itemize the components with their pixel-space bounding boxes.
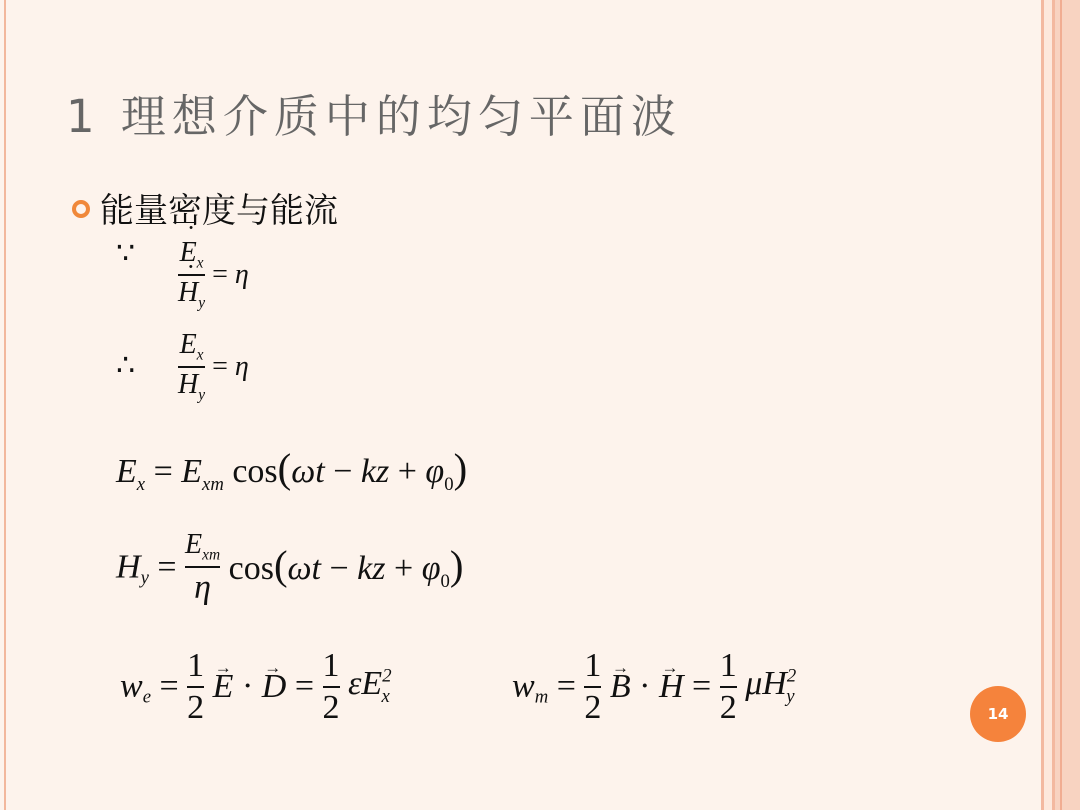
equation-hy: $H_y$ = $\frac{E_{xm}}{\eta}$ cos(ωt − kz + $\varphi_0$) <box>116 529 464 606</box>
bullet-circle-icon <box>72 200 90 218</box>
equation-wm: $w_m$ = $\frac{1}{2}$ → B · → H = $\frac{1}{2}$ $\mu H^2_y$ <box>512 648 795 725</box>
equation-ratio-phasor: ˙ $E_x$ ˙ $H_y$ = η <box>178 238 249 312</box>
bullet-text: 能量密度与能流 <box>100 191 338 231</box>
equation-ratio-amplitude: $\frac{E_x}{H_y}$ = η <box>178 329 249 404</box>
page-number-badge: 14 <box>970 686 1026 742</box>
right-border-stripe <box>1060 0 1062 810</box>
equation-ex: $E_x = E_{xm}$ cos(ωt − kz + $\varphi_0$) <box>116 446 468 495</box>
left-border-line <box>4 0 6 810</box>
equation-we: $w_e$ = $\frac{1}{2}$ → E · → D = $\frac{1}{2}$ $\varepsilon E^2_x$ <box>120 648 390 725</box>
slide-title: 1 理想介质中的均匀平面波 <box>66 90 682 143</box>
right-border-stripe <box>1055 0 1080 810</box>
therefore-symbol: ∴ <box>116 348 136 383</box>
because-symbol: ∵ <box>116 236 136 271</box>
right-border-stripe <box>1044 0 1052 810</box>
